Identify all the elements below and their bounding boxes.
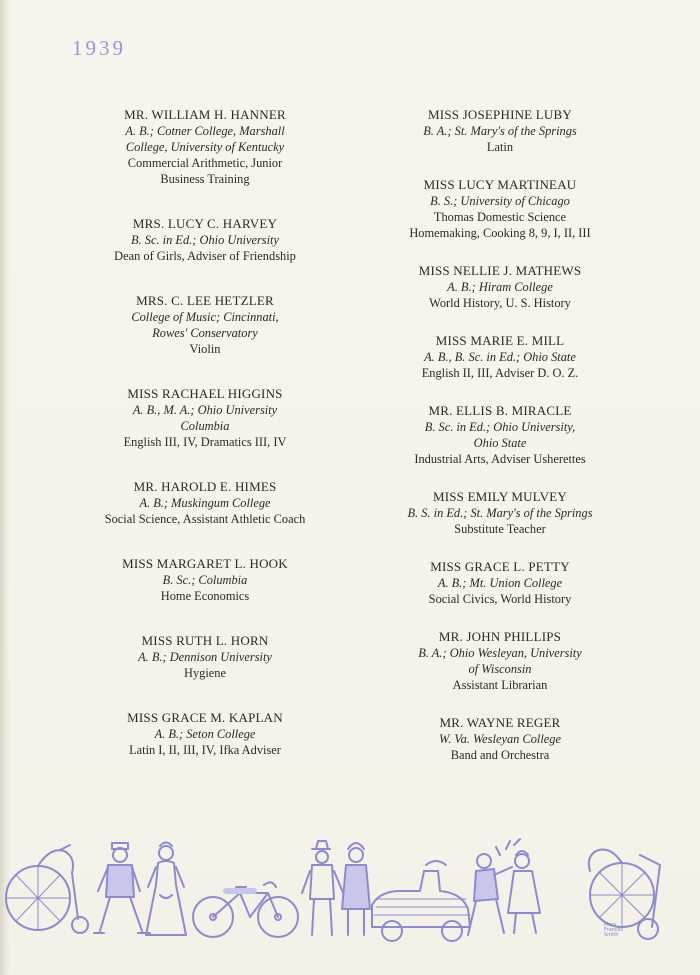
faculty-degree: B. Sc.; Columbia [162, 573, 248, 587]
faculty-entry [355, 629, 645, 693]
lady-in-gown-icon [146, 843, 186, 936]
faculty-entry [355, 715, 645, 763]
faculty-entry [355, 333, 645, 381]
faculty-subjects: Business Training [160, 172, 250, 186]
faculty-subjects: Latin [486, 140, 514, 154]
faculty-degree: B. A.; St. Mary's of the Springs [423, 124, 577, 138]
faculty-subjects: Homemaking, Cooking 8, 9, I, II, III [409, 226, 591, 240]
faculty-degree: A. B.; Muskingum College [139, 496, 271, 510]
faculty-entry [355, 263, 645, 311]
faculty-subjects: Commercial Arithmetic, Junior [127, 156, 283, 170]
faculty-degree: A. B.; Seton College [154, 727, 256, 741]
faculty-degree: of Wisconsin [468, 662, 532, 676]
faculty-degree: W. Va. Wesleyan College [439, 732, 561, 746]
faculty-degree: A. B.; Mt. Union College [437, 576, 563, 590]
faculty-column-left [60, 107, 350, 787]
faculty-entry [60, 386, 350, 450]
page-year: 1939 [72, 36, 126, 60]
faculty-subjects: Industrial Arts, Adviser Usherettes [414, 452, 586, 466]
faculty-subjects: World History, U. S. History [429, 296, 571, 310]
faculty-entry [60, 710, 350, 758]
faculty-entry [60, 479, 350, 527]
faculty-subjects: Violin [189, 342, 221, 356]
faculty-name: MISS EMILY MULVEY [432, 489, 568, 504]
faculty-degree: A. B., M. A.; Ohio University [132, 403, 278, 417]
faculty-subjects: Thomas Domestic Science [433, 210, 567, 224]
faculty-entry [355, 489, 645, 537]
faculty-degree: College, University of Kentucky [125, 140, 285, 154]
faculty-column-right [355, 107, 645, 785]
faculty-name: MISS GRACE L. PETTY [430, 559, 570, 574]
faculty-entry [355, 559, 645, 607]
page-spine-shadow [0, 0, 10, 975]
faculty-name: MR. HAROLD E. HIMES [133, 479, 277, 494]
signature-line: Mary [604, 922, 617, 928]
faculty-degree: A. B.; Dennison University [138, 650, 272, 664]
signature-line: Frances [604, 927, 624, 933]
faculty-name: MISS MARGARET L. HOOK [122, 556, 288, 571]
faculty-degree: B. Sc. in Ed.; Ohio University [131, 233, 279, 247]
man-checked-suit-icon [94, 843, 150, 933]
faculty-name: MISS RUTH L. HORN [141, 633, 269, 648]
faculty-degree: A. B.; Cotner College, Marshall [125, 124, 285, 138]
faculty-subjects: Social Civics, World History [428, 592, 572, 606]
faculty-name: MR. JOHN PHILLIPS [438, 629, 562, 644]
faculty-subjects: Home Economics [160, 589, 250, 603]
artist-signature [604, 923, 623, 938]
faculty-name: MRS. C. LEE HETZLER [136, 293, 274, 308]
faculty-subjects: Social Science, Assistant Athletic Coach [104, 512, 306, 526]
faculty-entry [60, 633, 350, 681]
penny-farthing-right-icon [589, 850, 660, 940]
faculty-entry [60, 216, 350, 264]
faculty-entry [355, 177, 645, 241]
faculty-entry [355, 107, 645, 155]
faculty-entry [60, 107, 350, 187]
faculty-name: MISS JOSEPHINE LUBY [428, 107, 572, 122]
faculty-name: MISS GRACE M. KAPLAN [127, 710, 283, 725]
faculty-subjects: Assistant Librarian [452, 678, 548, 692]
faculty-name: MR. ELLIS B. MIRACLE [428, 403, 572, 418]
faculty-name: MISS RACHAEL HIGGINS [127, 386, 283, 401]
faculty-degree: B. S.; University of Chicago [430, 194, 570, 208]
faculty-subjects: Substitute Teacher [454, 522, 546, 536]
faculty-degree: A. B.; Hiram College [447, 280, 553, 294]
faculty-degree: B. Sc. in Ed.; Ohio University, [424, 420, 576, 434]
vintage-car-icon [372, 861, 470, 941]
faculty-name: MRS. LUCY C. HARVEY [132, 216, 278, 231]
faculty-subjects: Latin I, II, III, IV, Ifka Adviser [129, 743, 281, 757]
faculty-degree: Rowes' Conservatory [152, 326, 258, 340]
penny-farthing-left-icon [6, 845, 88, 933]
faculty-subjects: Band and Orchestra [450, 748, 550, 762]
faculty-entry [60, 556, 350, 604]
footer-illustration [0, 835, 700, 955]
faculty-entry [355, 403, 645, 467]
faculty-subjects: Dean of Girls, Adviser of Friendship [114, 249, 296, 263]
signature-line: Smith [604, 932, 619, 938]
dancing-couple-icon [468, 839, 540, 935]
faculty-subjects: English III, IV, Dramatics III, IV [123, 435, 287, 449]
couple-figures-icon [302, 841, 370, 935]
faculty-degree: Ohio State [473, 436, 527, 450]
faculty-degree: College of Music; Cincinnati, [131, 310, 279, 324]
faculty-name: MR. WAYNE REGER [439, 715, 561, 730]
faculty-subjects: English II, III, Adviser D. O. Z. [421, 366, 579, 380]
faculty-degree: B. A.; Ohio Wesleyan, University [418, 646, 582, 660]
faculty-degree: Columbia [180, 419, 230, 433]
faculty-name: MISS MARIE E. MILL [435, 333, 565, 348]
faculty-subjects: Hygiene [184, 666, 226, 680]
faculty-degree: A. B., B. Sc. in Ed.; Ohio State [424, 350, 576, 364]
bicycle-icon [193, 882, 298, 937]
faculty-degree: B. S. in Ed.; St. Mary's of the Springs [407, 506, 593, 520]
faculty-name: MISS LUCY MARTINEAU [423, 177, 577, 192]
faculty-name: MR. WILLIAM H. HANNER [124, 107, 286, 122]
faculty-entry [60, 293, 350, 357]
faculty-name: MISS NELLIE J. MATHEWS [418, 263, 582, 278]
